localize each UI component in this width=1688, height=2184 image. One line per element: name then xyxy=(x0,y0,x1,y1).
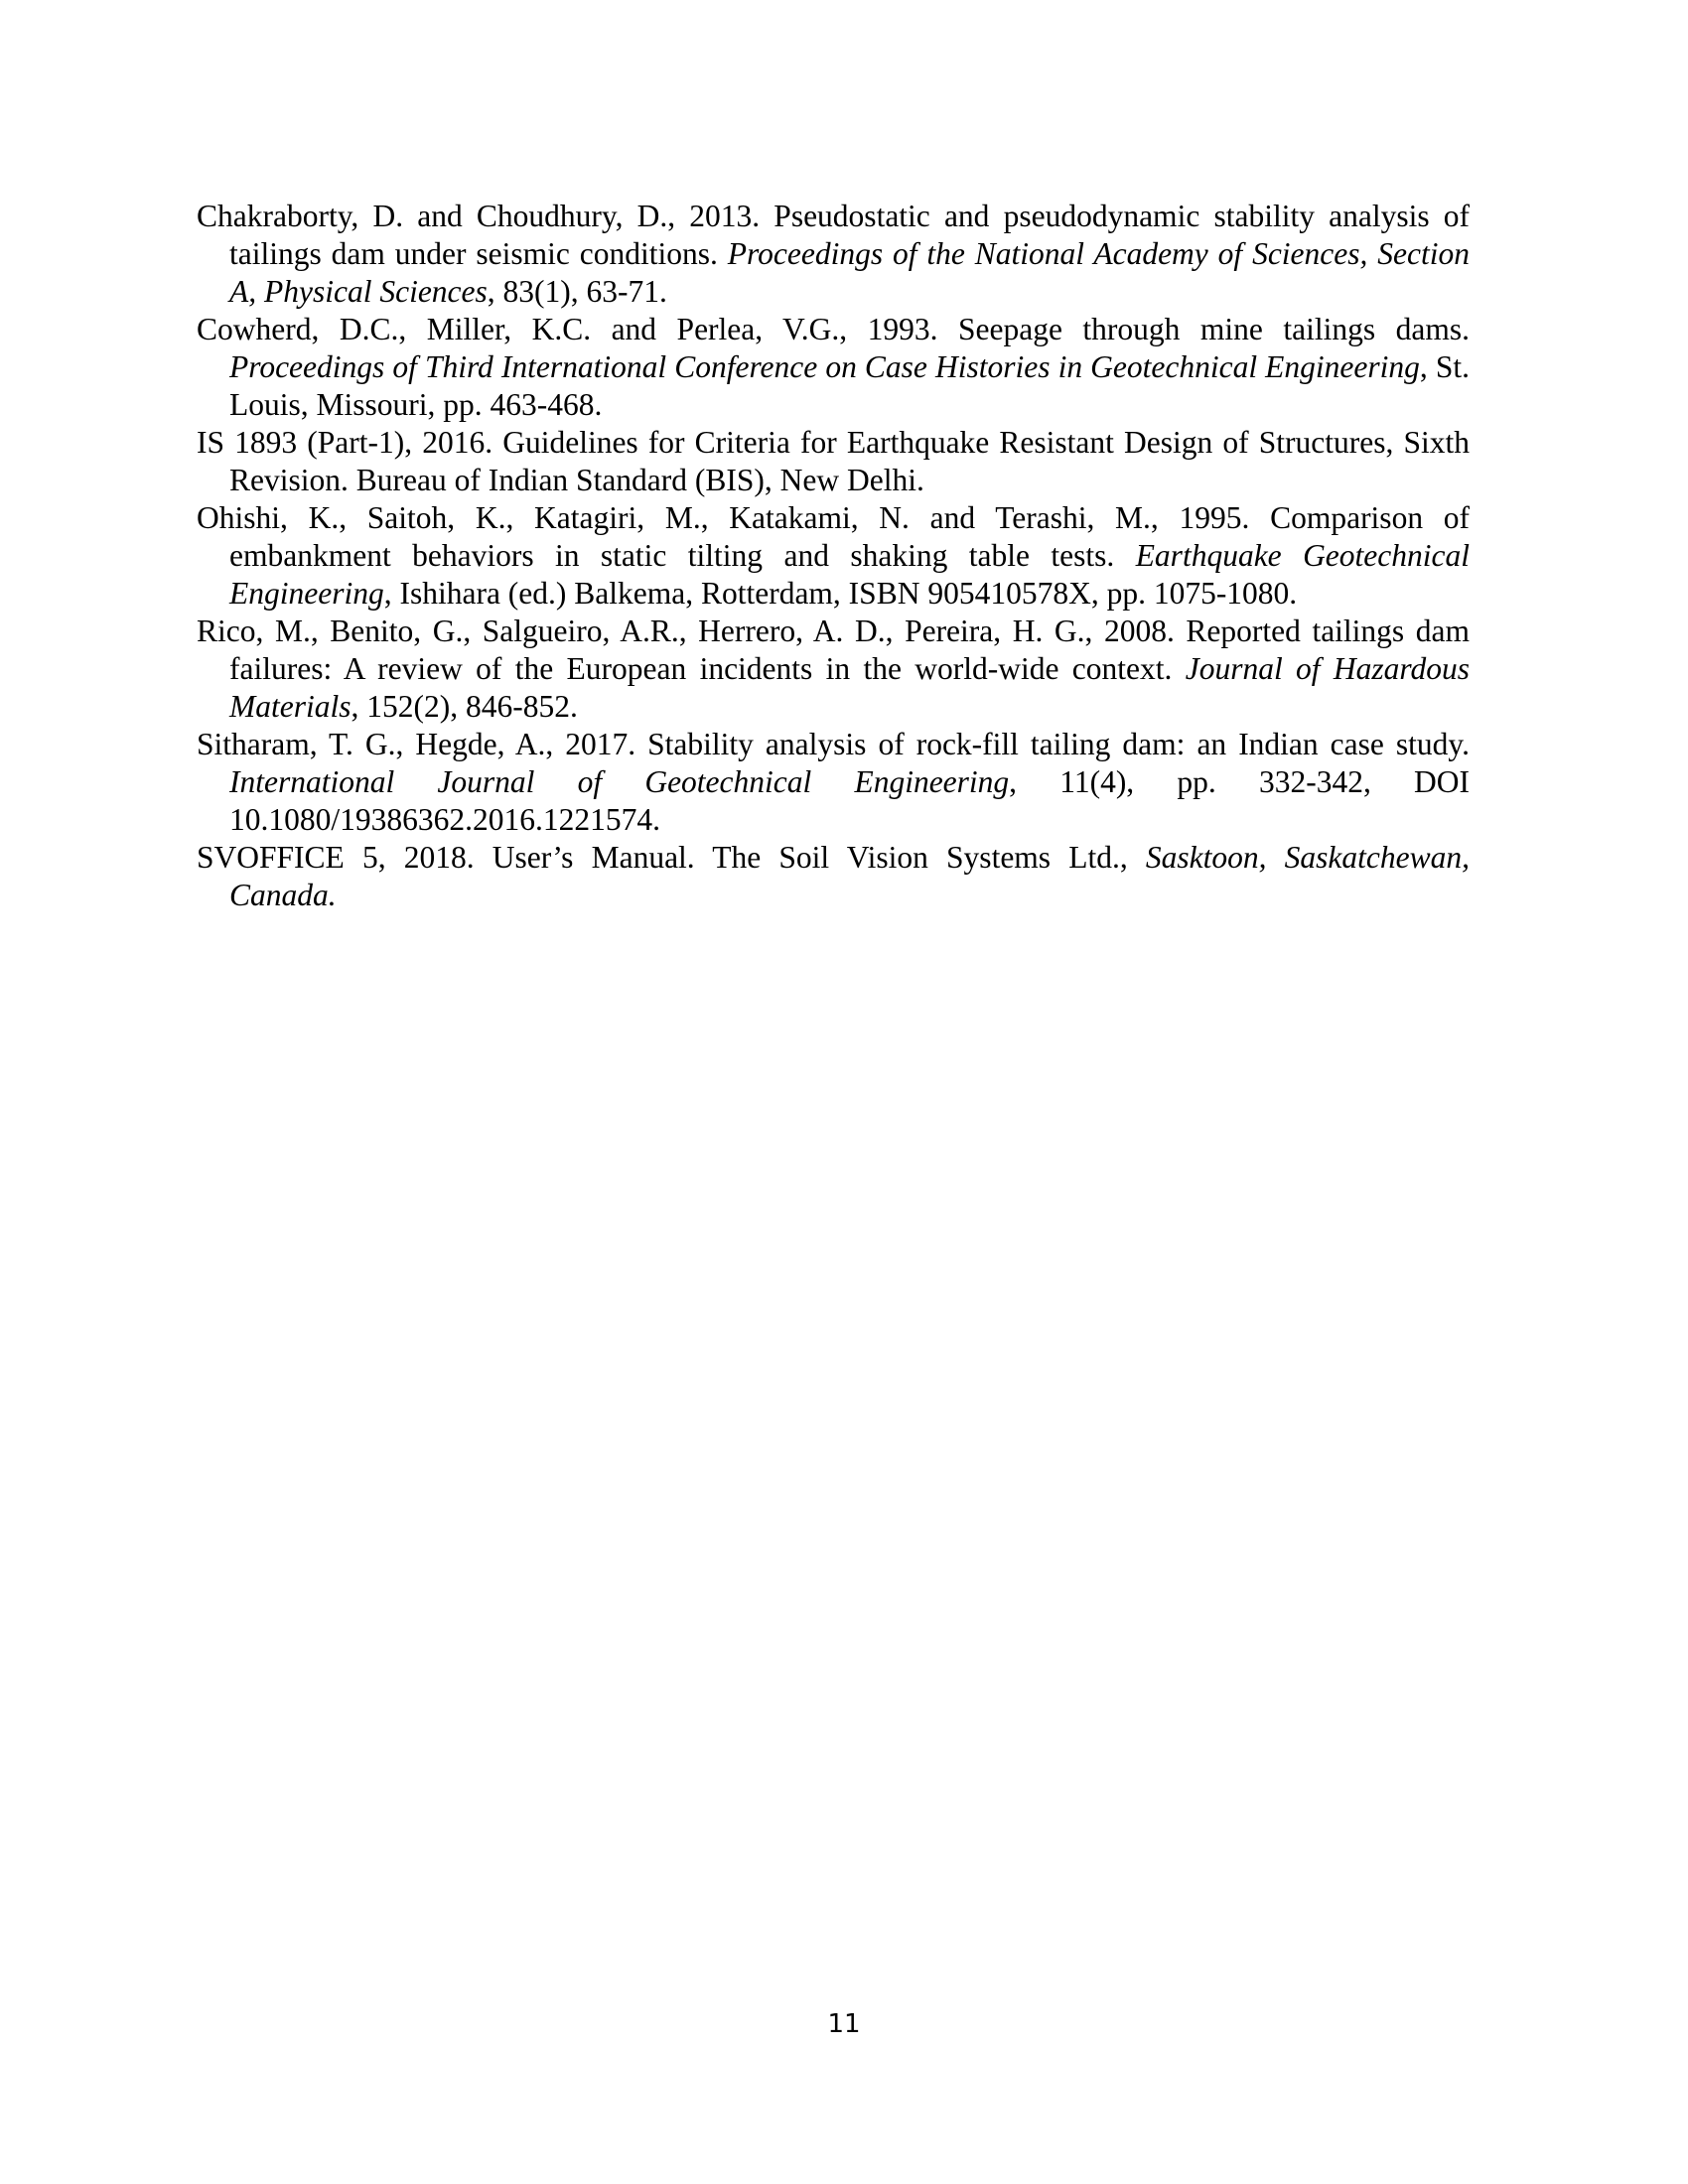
reference-list xyxy=(197,198,1470,914)
reference-entry xyxy=(197,311,1470,424)
reference-text: Ohishi, K., Saitoh, K., Katagiri, M., Katakami, N. and Terashi, M., 1995. Comparison of embankment behaviors in static tilting and shaking table tests. xyxy=(197,500,1470,573)
reference-entry xyxy=(197,198,1470,311)
reference-entry xyxy=(197,839,1470,914)
reference-text: SVOFFICE 5, 2018. User’s Manual. The Soil Vision Systems Ltd., xyxy=(197,840,1146,875)
reference-source: International Journal of Geotechnical Engineering xyxy=(229,764,1010,799)
reference-details: , 11(4), pp. 332-342, DOI 10.1080/19386362.2016.1221574. xyxy=(229,764,1470,837)
reference-details: , Ishihara (ed.) Balkema, Rotterdam, ISBN 905410578X, pp. 1075-1080. xyxy=(383,576,1298,611)
reference-entry xyxy=(197,424,1470,499)
reference-entry xyxy=(197,726,1470,839)
reference-source: Proceedings of Third International Conference on Case Histories in Geotechnical Engineering xyxy=(229,349,1420,384)
reference-details: , St. Louis, Missouri, pp. 463-468. xyxy=(229,349,1470,422)
reference-details: , 83(1), 63-71. xyxy=(487,274,667,309)
reference-source: Sasktoon, Saskatchewan, Canada. xyxy=(229,840,1470,912)
reference-source: Earthquake Geotechnical Engineering xyxy=(229,538,1470,611)
reference-details: , 152(2), 846-852. xyxy=(351,689,578,724)
reference-text: Sitharam, T. G., Hegde, A., 2017. Stability analysis of rock-fill tailing dam: an Indian case study. xyxy=(197,727,1470,761)
page-number: 11 xyxy=(827,2009,861,2039)
reference-text: IS 1893 (Part-1), 2016. Guidelines for Criteria for Earthquake Resistant Design of Structures, Sixth Revision. Bureau of Indian Standard (BIS), New Delhi. xyxy=(197,425,1470,497)
reference-source: Proceedings of the National Academy of Sciences, Section A, Physical Sciences xyxy=(229,236,1470,309)
reference-entry xyxy=(197,613,1470,726)
reference-text: Chakraborty, D. and Choudhury, D., 2013. Pseudostatic and pseudodynamic stability analysis of tailings dam under seismic conditions. xyxy=(197,199,1470,271)
reference-text: Cowherd, D.C., Miller, K.C. and Perlea, V.G., 1993. Seepage through mine tailings dams. xyxy=(197,312,1470,346)
reference-text: Rico, M., Benito, G., Salgueiro, A.R., Herrero, A. D., Pereira, H. G., 2008. Reported tailings dam failures: A review of the European incidents in the world-wide context. xyxy=(197,614,1470,686)
reference-entry xyxy=(197,499,1470,613)
reference-source: Journal of Hazardous Materials xyxy=(229,651,1470,724)
